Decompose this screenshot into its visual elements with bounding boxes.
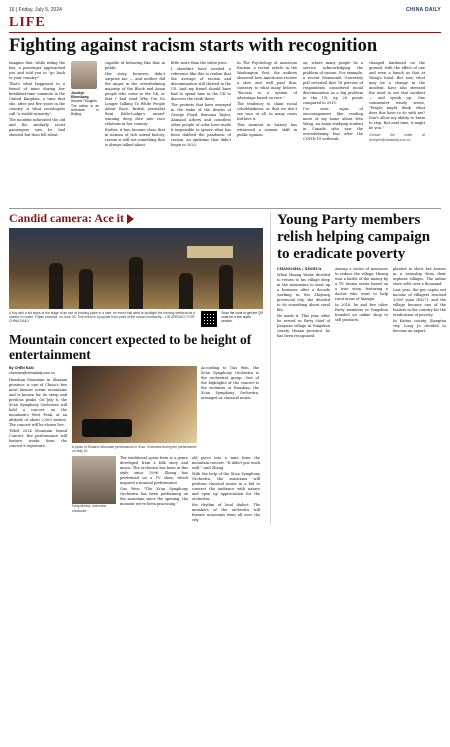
person-figure xyxy=(179,273,193,309)
contact-line: Contact the writer at jocelyne@chinadaily.com.cn xyxy=(369,133,425,142)
person-figure xyxy=(129,257,143,309)
paragraph: That's what happened to a friend of mine during her breakfast-time commute in the United Kingdom, a time that she, after just five years in the country, is what sociologists call "a visible minority". xyxy=(9,82,65,116)
young-party-column-1 xyxy=(277,267,330,340)
paragraph: CHANGSHA / XINHUA xyxy=(277,267,322,271)
paragraph: The traditional opera form is a genre developed from a folk story and music. The orchestra has been in this style since 1996. Zhang has performed on a TV show, which inspired a musical performance. xyxy=(120,456,188,486)
paragraph: Earlier, it has become clear that in nations of rich mixed history, racism is still not something that is always talked about. xyxy=(105,128,165,147)
paragraph: on, where many people be a service acknowledging the problem of racism. For example, a recent Monmouth University poll revealed that 76 percent of respondents considered racial discrimination as a big problem in the US, up 26 points compared to 2015. xyxy=(303,61,363,105)
paragraph: Imagine that, while riding the bus, a passenger approached you and told you to "go back to your country!" xyxy=(9,61,65,80)
mountain-story xyxy=(9,366,263,524)
person-figure xyxy=(79,269,93,309)
paragraph: little more than the white pees. xyxy=(171,61,228,65)
top-story-headline: Fighting against racism starts with recognition xyxy=(9,36,378,56)
top-story-column-2 xyxy=(105,61,165,204)
byline-name: By CHEN NAN xyxy=(9,366,34,370)
paragraph: Her story, however, didn't surprise me — and neither did the anger in the overwhelming majority of the Black and Asian people who come to the UK, or that I had read Why I'm No Longer Talking To White People About Race, British journalist Reni Eddo-Lodge's award-winning deep dive into race relations in her country. xyxy=(105,72,165,126)
paragraph: Last year, the per capita net income of villagers reached 3,809 yuan ($527), and the village became one of the leaders in the country for the eradication of poverty. xyxy=(393,288,446,317)
orchestra-photo xyxy=(72,366,197,443)
paragraph: old piece into a tune from the mountain concert. "It didn't just work well," said Zhang. xyxy=(192,456,260,471)
piano-shape xyxy=(82,419,132,437)
page-date: 16 | Friday, July 5, 2024 xyxy=(9,7,62,13)
brand-name: CHINA DAILY xyxy=(406,7,441,13)
candid-camera-kicker xyxy=(9,212,263,225)
right-block xyxy=(270,212,446,524)
mountain-column-4 xyxy=(192,456,260,524)
mountain-media-area xyxy=(72,366,262,524)
author-role: Second Thoughts xyxy=(71,99,97,104)
young-party-column-3 xyxy=(393,267,446,340)
paragraph: The incident infuriated the old and the similarly racist passengers saw he had shouted but then fell silent. xyxy=(9,118,65,137)
conductor-caption: Fang Meihui, orchestra conductor. xyxy=(72,504,106,513)
top-story xyxy=(9,61,441,204)
author-box xyxy=(71,61,99,204)
left-block xyxy=(9,212,263,524)
top-story-column-6 xyxy=(369,61,425,204)
mountain-column-1 xyxy=(9,366,67,524)
top-story-column-1 xyxy=(9,61,65,204)
mountain-headline: Mountain concert expected to be height of entertainment xyxy=(9,332,252,362)
paragraph: In Kaituo county, Xiangtan city, Long Ju decided to become an expert. xyxy=(393,319,446,333)
paragraph: With the help of the Xi'an Symphony Orchestra, the musicians will perform classical music in a bid to connect the audience with nature and open up appreciation for the orchestra. xyxy=(192,472,260,502)
paragraph: The tendency to claim racial colorblindness, or that we don't see race at all, in many cases furthers it. xyxy=(237,102,297,121)
young-party-headline: Young Party members relish helping campaign to eradicate poverty xyxy=(277,212,431,262)
qr-code-icon[interactable] xyxy=(201,311,217,327)
section-divider xyxy=(9,208,441,209)
paragraph: The protests that have emerged in the wake of the deaths of George Floyd, Breonna Taylor, Ahmaud Arbery and countless other people of color have made it impossible to ignore what has been dubbed the pandemic of racism, an epidemic that didn't begin in 2020. xyxy=(171,103,231,147)
paragraph: capable of behaving like that in public. xyxy=(105,61,165,70)
paragraph: When Huang Yunhe decided to return to his village deep in the mountains to start up a business after a decade working in the Zhejiang provincial city, she decided to do something about rural life. xyxy=(277,273,330,312)
paragraph: This moment in history has witnessed a seismic shift in public opinion. xyxy=(237,123,297,137)
paragraph: Huashan Mountain in Shaanxi province is one of China's five most famous scenic mountains and is known for its steep and perilous peaks. On July 6, the Xi'an Symphony Orchestra will hold a concert on the mountain's West Peak, at an altitude of about 2,000 meters. The concert will be shown live. xyxy=(9,378,67,427)
qr-text: Scan the code to get the QR code for a live audio version. xyxy=(221,311,263,324)
paragraph: According to Gao Wen, the Xi'an Symphony Orchestra is the orchestral group. One of the highlights of the concert is the violinists at Huashan, the Xi'an Symphony Orchestra, arranged as classical music. xyxy=(201,366,259,400)
paragraph: Among a series of measures to reduce the village, Huang won a battle of the money by a TV drama series based on a true story, featuring a doctor who went to help rural areas of Xiangxi. xyxy=(335,267,388,301)
top-story-column-4 xyxy=(237,61,297,204)
byline-email: chennan@chinadaily.com.cn xyxy=(9,371,55,375)
paragraph: the rhythm of local dialect. The members of the orchestra will feature musicians from all over the city. xyxy=(192,503,260,523)
author-photo xyxy=(71,61,97,89)
orchestra-photo-caption: A photo of Shaanxi Mountain performance in Xi'an. Orchestra during the performance on May 10. xyxy=(72,445,197,454)
young-party-column-2 xyxy=(335,267,388,340)
paragraph: He made it. This year, after he served as Party chief of Jianyuan village in Yongshun county, Hunan province, he has been recognized. xyxy=(277,314,330,338)
mountain-column-3 xyxy=(120,456,188,524)
candid-caption: A boy with a kid stops at the stage of an ace at bowling place in a cafe, an event that aims to spotlight the forming weekend at a market in Linsen, Fujian province, on June 30. This event is a popular hour point of the social community. - LIN ZHEHAO / FOR CHINA DAILY xyxy=(9,311,195,324)
paragraph: changed hardened on the ground, with the effect of one and even a hunch as that at Wang's head. But now, what may be a change in the incident, have also stressed the need to see that incident — and speak up. One commenter wisely wrote, "People might think, what does this have to do with me? Don't allow my ability to harm to stop. But next time, it might be you." xyxy=(369,61,425,130)
paragraph: In The Psychology of American Racism, a recent article in the Washington Post, the authors observed how Americans receive a slow and well paid thin, contrary to what many believe, "Racism is a system of advantage based on race." xyxy=(237,61,297,100)
author-bio: The author is an American in Beijing. xyxy=(71,103,99,117)
conductor-photo xyxy=(72,456,116,504)
person-figure xyxy=(49,263,63,309)
page-header xyxy=(9,6,441,14)
kicker-text: Candid camera: Ace it xyxy=(9,211,124,225)
lower-section xyxy=(9,211,446,524)
candid-caption-row xyxy=(9,311,263,327)
candid-photo xyxy=(9,228,263,309)
paragraph: I shouldn't have needed a reference like this to realize that the average of racism and discrimination still thrived in the US. And my friend should have had to spend time in the UK to discover the truth there. xyxy=(171,67,231,101)
paragraph: planted to show her houses in a township from their orphans villages. The online store sells over a thousand. xyxy=(393,267,446,286)
byline xyxy=(9,366,67,376)
top-story-column-3 xyxy=(171,61,231,204)
top-story-column-5 xyxy=(303,61,363,204)
banner-shape xyxy=(187,246,233,258)
paragraph: In 2016, he and five other Party members in Yongshun founded an online shop to sell products. xyxy=(335,303,388,322)
paragraph: Titled 2024 Mountain Sound Concert, the performance will feature works from the concert's repertoire. xyxy=(9,429,67,448)
mountain-column-2 xyxy=(201,366,259,443)
young-party-columns xyxy=(277,267,446,340)
paragraph: Gao Wen: "The Xi'an Symphony Orchestra has been performing on the mountain since the opening, the moment we've been practicing." xyxy=(120,487,188,507)
person-figure xyxy=(219,265,233,309)
section-title: LIFE xyxy=(9,15,441,33)
chevron-right-icon xyxy=(127,214,134,224)
paragraph: I've seen signs of encouragement like reading more of my home about Wen Wang, an Asian studying student in Canada who saw the overwhelming fear after the COVID-19 outbreak. xyxy=(303,107,363,141)
author-name: Jocelyn Eikenburg xyxy=(71,91,89,100)
